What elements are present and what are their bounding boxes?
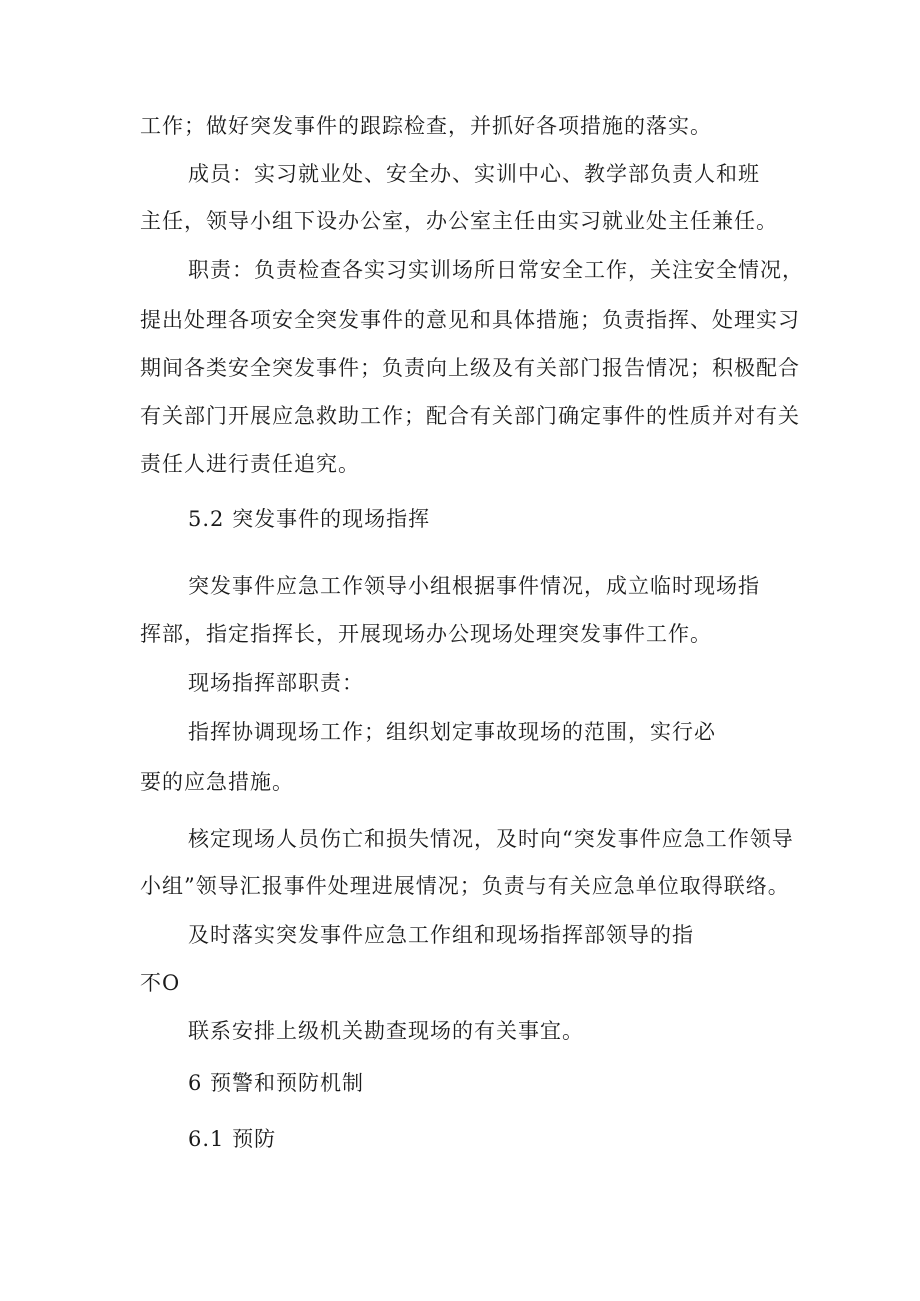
paragraph-line: 期间各类安全突发事件；负责向上级及有关部门报告情况；积极配合 — [140, 356, 800, 380]
paragraph-line: 及时落实突发事件应急工作组和现场指挥部领导的指 — [188, 923, 694, 947]
paragraph-line: 核定现场人员伤亡和损失情况，及时向“突发事件应急工作领导 — [188, 827, 794, 851]
subsection-heading: 6.1 预防 — [188, 1127, 277, 1151]
paragraph-line: 职责：负责检查各实习实训场所日常安全工作，关注安全情况， — [188, 258, 804, 282]
paragraph-line: 责任人进行责任追究。 — [140, 452, 360, 476]
paragraph-line: 联系安排上级机关勘查现场的有关事宜。 — [188, 1019, 584, 1043]
section-heading: 6 预警和预防机制 — [188, 1071, 365, 1095]
paragraph-line: 突发事件应急工作领导小组根据事件情况，成立临时现场指 — [188, 574, 760, 598]
paragraph-line: 小组”领导汇报事件处理进展情况；负责与有关应急单位取得联络。 — [140, 874, 790, 898]
paragraph-line: 工作；做好突发事件的跟踪检查，并抓好各项措施的落实。 — [140, 114, 712, 138]
paragraph-line: 成员：实习就业处、安全办、实训中心、教学部负责人和班 — [188, 162, 760, 186]
section-heading: 5.2 突发事件的现场指挥 — [188, 507, 431, 531]
paragraph-line: 要的应急措施。 — [140, 770, 294, 794]
paragraph-line: 挥部，指定指挥长，开展现场办公现场处理突发事件工作。 — [140, 622, 712, 646]
paragraph-line: 主任，领导小组下设办公室，办公室主任由实习就业处主任兼任。 — [140, 209, 778, 233]
paragraph-line: 现场指挥部职责： — [188, 671, 364, 695]
paragraph-line: 提出处理各项安全突发事件的意见和具体措施；负责指挥、处理实习 — [140, 308, 800, 332]
paragraph-line: 不O — [140, 971, 181, 995]
paragraph-line: 有关部门开展应急救助工作；配合有关部门确定事件的性质并对有关 — [140, 404, 800, 428]
paragraph-line: 指挥协调现场工作；组织划定事故现场的范围，实行必 — [188, 720, 716, 744]
